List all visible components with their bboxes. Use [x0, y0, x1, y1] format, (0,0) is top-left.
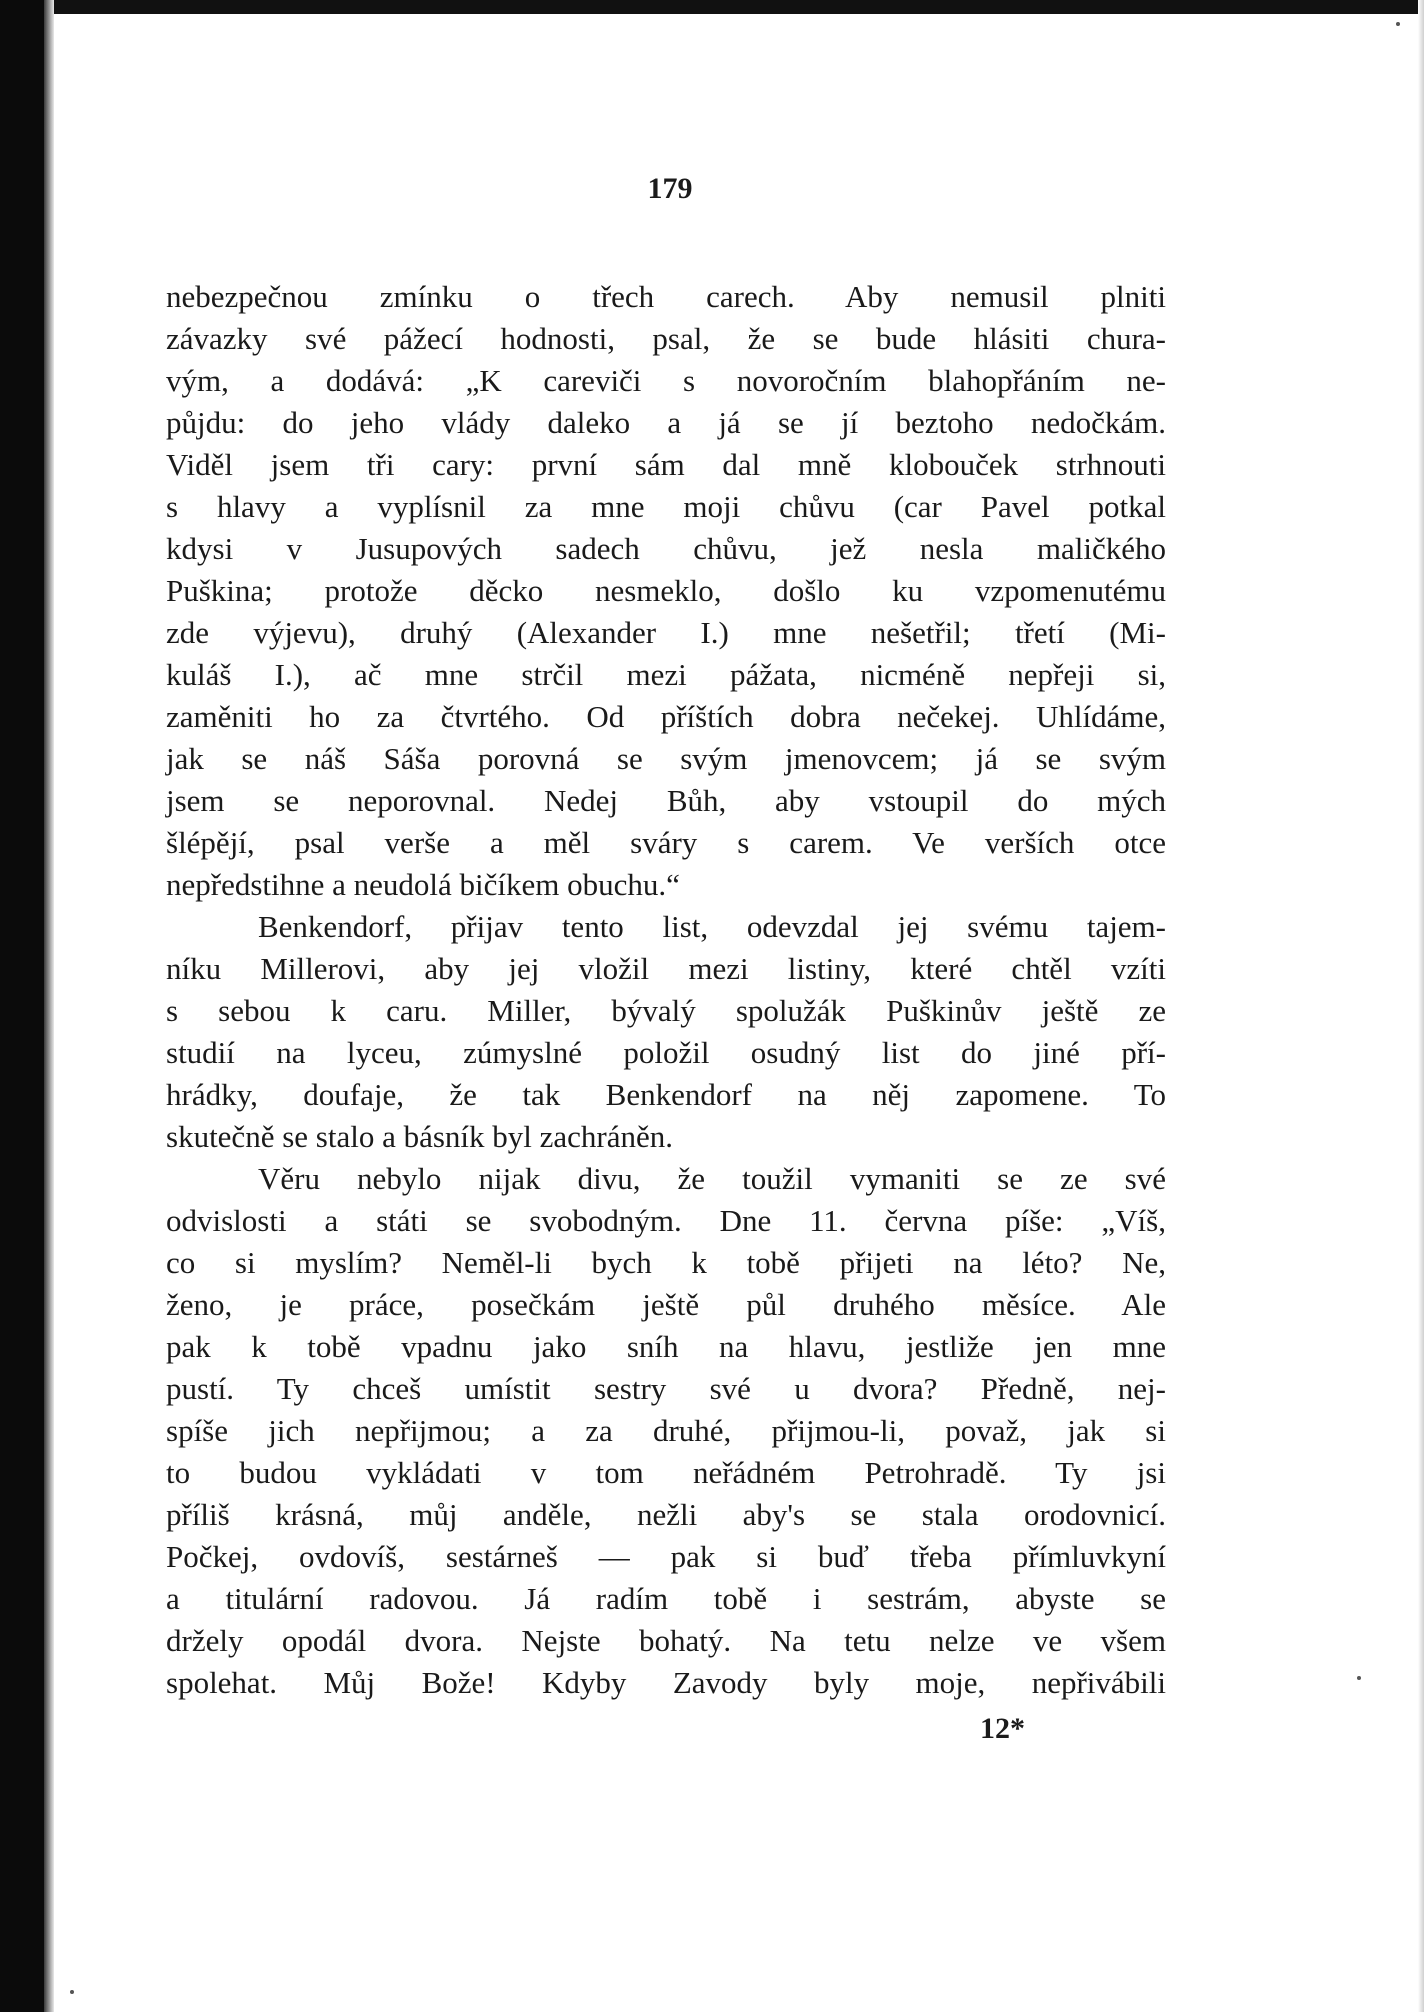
dust-speck	[1396, 22, 1400, 26]
text-line: spolehat. Můj Bože! Kdyby Zavody byly moje, nepřivábili	[166, 1665, 1166, 1700]
text-line: níku Millerovi, aby jej vložil mezi listiny, které chtěl vzíti	[166, 951, 1166, 986]
text-line: vým, a dodává: „K careviči s novoročním blahopřáním ne-	[166, 363, 1166, 398]
scan-right-edge	[1418, 0, 1424, 2012]
text-line: Věru nebylo nijak divu, že toužil vymaniti se ze své	[258, 1161, 1166, 1196]
text-line: s sebou k caru. Miller, bývalý spolužák Puškinův ještě ze	[166, 993, 1166, 1028]
text-line: Viděl jsem tři cary: první sám dal mně klobouček strhnouti	[166, 447, 1166, 482]
text-line: Benkendorf, přijav tento list, odevzdal jej svému tajem-	[258, 909, 1166, 944]
scan-top-edge	[0, 0, 1424, 14]
text-line: odvislosti a státi se svobodným. Dne 11. června píše: „Víš,	[166, 1203, 1166, 1238]
scan-left-edge	[0, 0, 44, 2012]
text-line: co si myslím? Neměl-li bych k tobě přijeti na léto? Ne,	[166, 1245, 1166, 1280]
text-line: to budou vykládati v tom neřádném Petrohradě. Ty jsi	[166, 1455, 1166, 1490]
text-line: kuláš I.), ač mne strčil mezi pážata, nicméně nepřeji si,	[166, 657, 1166, 692]
text-line: ženo, je práce, posečkám ještě půl druhého měsíce. Ale	[166, 1287, 1166, 1322]
dust-speck	[1357, 1676, 1361, 1680]
text-line: zaměniti ho za čtvrtého. Od příštích dobra nečekej. Uhlídáme,	[166, 699, 1166, 734]
text-line: držely opodál dvora. Nejste bohatý. Na tetu nelze ve všem	[166, 1623, 1166, 1658]
text-line: jsem se neporovnal. Nedej Bůh, aby vstoupil do mých	[166, 783, 1166, 818]
text-line: s hlavy a vyplísnil za mne moji chůvu (car Pavel potkal	[166, 489, 1166, 524]
text-line: spíše jich nepřijmou; a za druhé, přijmou-li, považ, jak si	[166, 1413, 1166, 1448]
text-line: závazky své pážecí hodnosti, psal, že se bude hlásiti chura-	[166, 321, 1166, 356]
text-line: a titulární radovou. Já radím tobě i sestrám, abyste se	[166, 1581, 1166, 1616]
text-line: příliš krásná, můj anděle, nežli aby's se stala orodovnicí.	[166, 1497, 1166, 1532]
text-line: půjdu: do jeho vlády daleko a já se jí beztoho nedočkám.	[166, 405, 1166, 440]
dust-speck	[70, 1990, 74, 1994]
text-line: hrádky, doufaje, že tak Benkendorf na něj zapomene. To	[166, 1077, 1166, 1112]
text-line: studií na lyceu, zúmyslné položil osudný list do jiné pří-	[166, 1035, 1166, 1070]
page-number: 179	[647, 172, 693, 205]
scan-left-shadow	[44, 0, 54, 2012]
text-line: zde výjevu), druhý (Alexander I.) mne nešetřil; třetí (Mi-	[166, 615, 1166, 650]
text-line: nebezpečnou zmínku o třech carech. Aby nemusil plniti	[166, 279, 1166, 314]
body-text	[166, 276, 1166, 1704]
text-line: Počkej, ovdovíš, sestárneš — pak si buď třeba přímluvkyní	[166, 1539, 1166, 1574]
text-line: jak se náš Sáša porovná se svým jmenovcem; já se svým	[166, 741, 1166, 776]
text-line: šlépějí, psal verše a měl sváry s carem. Ve verších otce	[166, 825, 1166, 860]
signature-mark: 12*	[980, 1712, 1025, 1745]
text-line: skutečně se stalo a básník byl zachráněn.	[166, 1119, 674, 1154]
text-line: Puškina; protože děcko nesmeklo, došlo ku vzpomenutému	[166, 573, 1166, 608]
text-line: kdysi v Jusupových sadech chůvu, jež nesla maličkého	[166, 531, 1166, 566]
text-line: pustí. Ty chceš umístit sestry své u dvora? Předně, nej-	[166, 1371, 1166, 1406]
text-line: pak k tobě vpadnu jako sníh na hlavu, jestliže jen mne	[166, 1329, 1166, 1364]
text-line: nepředstihne a neudolá bičíkem obuchu.“	[166, 867, 680, 902]
